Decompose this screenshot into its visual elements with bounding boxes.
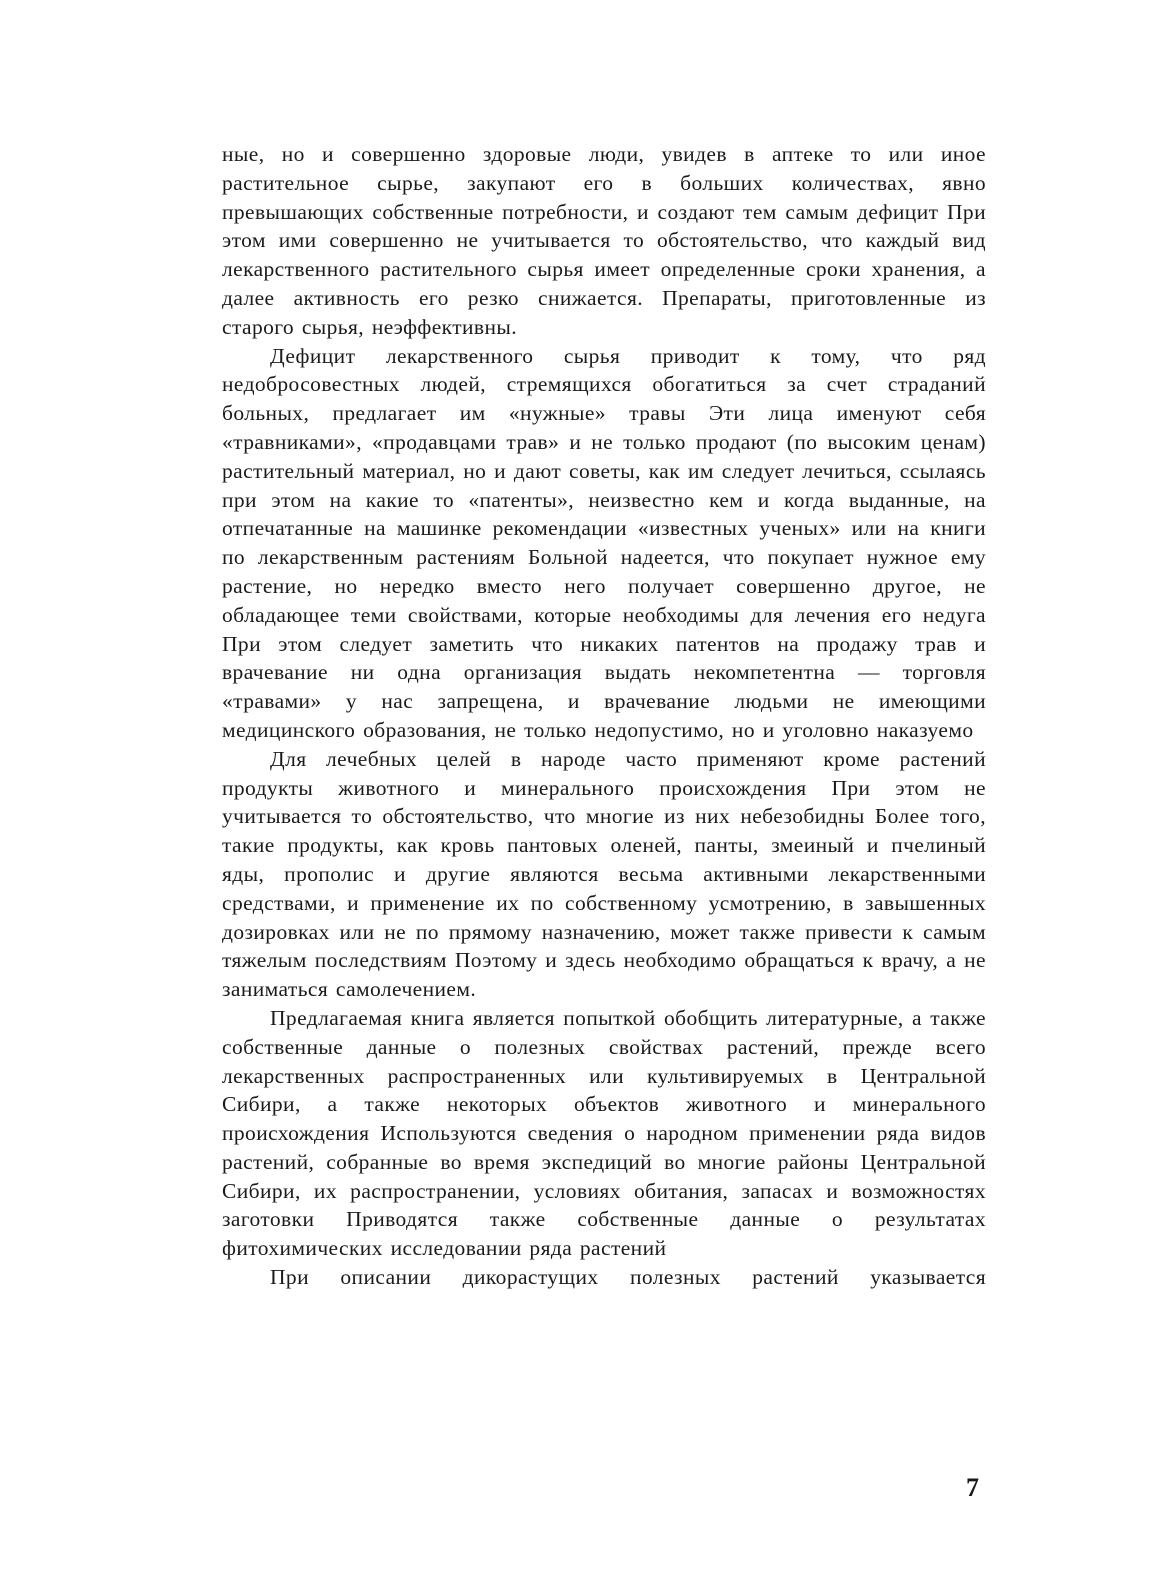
page-number: 7 xyxy=(966,1473,979,1502)
paragraph-3: Для лечебных целей в народе часто применяют кроме растений продукты животного и минерального происхождения При этом не учитывается то обстоятельство, что многие из них небезобидны Более того, такие продукты, как кровь пантовых оленей, панты, змеиный и пчелиный яды, прополис и другие являются весьма активными лекарственными средствами, и применение их по собственному усмотрению, в завышенных дозировках или не по прямому назначению, может также привести к самым тяжелым последствиям Поэтому и здесь необходимо обращаться к врачу, а не заниматься самолечением. xyxy=(222,746,986,1002)
paragraph-4: Предлагаемая книга является попыткой обобщить литературные, а также собственные данные о полезных свойствах растений, прежде всего лекарственных распространенных или культивируемых в Центральной Сибири, а также некоторых объектов животного и минерального происхождения Используются сведения о народном применении ряда видов растений, собранные во время экспедиций во многие районы Центральной Сибири, их распространении, условиях обитания, запасах и возможностях заготовки Приводятся также собственные данные о результатах фитохимических исследовании ряда растений xyxy=(222,1005,986,1261)
paragraph-2: Дефицит лекарственного сырья приводит к тому, что ряд недобросовестных людей, стремящихся обогатиться за счет страданий больных, предлагает им «нужные» травы Эти лица именуют себя «травниками», «продавцами трав» и не только продают (по высоким ценам) растительный материал, но и дают советы, как им следует лечиться, ссылаясь при этом на какие то «патенты», неизвестно кем и когда выданные, на отпечатанные на машинке рекомендации «известных ученых» или на книги по лекарственным растениям Больной надеется, что покупает нужное ему растение, но нередко вместо него получает совершенно другое, не обладающее теми свойствами, которые необходимы для лечения его недуга При этом следует заметить что никаких патентов на продажу трав и врачевание ни одна организация выдать некомпетентна — торговля «травами» у нас запрещена, и врачевание людьми не имеющими медицинского образования, не только недопустимо, но и уголовно наказуемо xyxy=(222,343,986,742)
page-body xyxy=(222,140,986,1292)
paragraph-5: При описании дикорастущих полезных растений указывается xyxy=(270,1265,986,1290)
paragraph-1: ные, но и совершенно здоровые люди, увидев в аптеке то или иное растительное сырье, закупают его в больших количествах, явно превышающих собственные потребности, и создают тем самым дефицит При этом ими совершенно не учитывается то обстоятельство, что каждый вид лекарственного растительного сырья имеет определенные сроки хранения, а далее активность его резко снижается. Препараты, приготовленные из старого сырья, неэффективны. xyxy=(222,142,986,339)
